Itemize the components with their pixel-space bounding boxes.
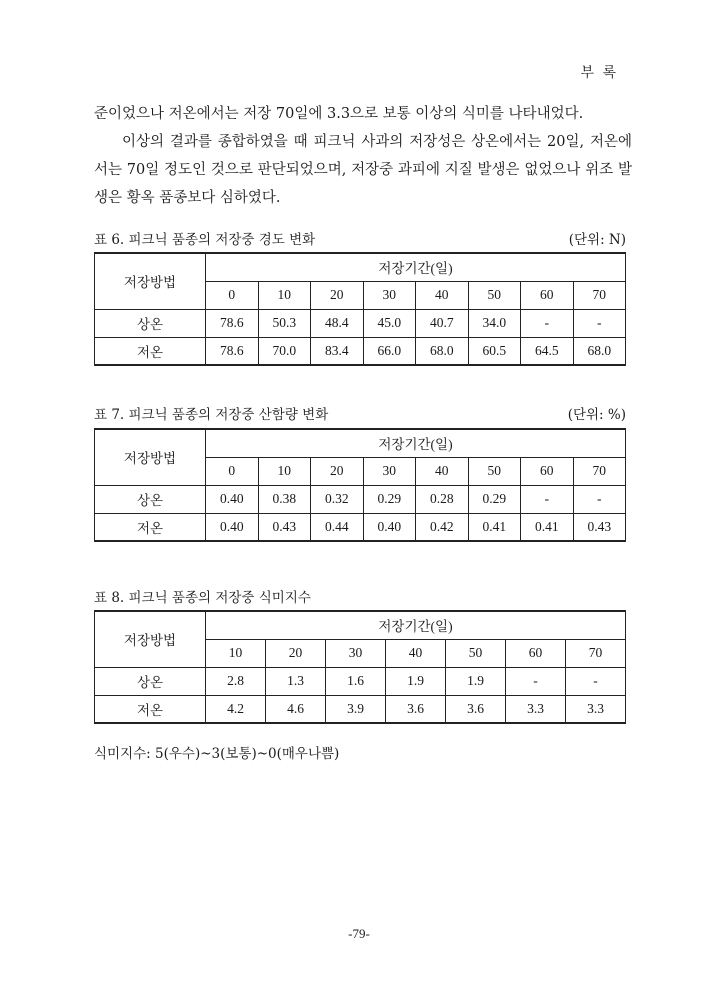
value-cell: 78.6 [206,337,259,365]
table-header-row [95,611,626,639]
day-header-cell: 20 [266,639,326,667]
value-cell: 1.3 [266,667,326,695]
day-header-cell: 0 [206,281,259,309]
table-row [95,337,626,365]
table-6-unit: (단위: N) [568,232,626,248]
value-cell: 0.29 [363,485,416,513]
value-cell: 2.8 [206,667,266,695]
day-header-cell: 50 [468,457,521,485]
day-header-cell: 70 [573,281,626,309]
day-header-cell: 50 [468,281,521,309]
value-cell: 0.43 [573,513,626,541]
running-header: 부 록 [580,65,618,81]
body-text [94,100,632,212]
value-cell: 4.2 [206,695,266,723]
value-cell: 50.3 [258,309,311,337]
value-cell: 60.5 [468,337,521,365]
day-header-cell: 60 [521,457,574,485]
value-cell: 0.41 [521,513,574,541]
value-cell: - [573,309,626,337]
value-cell: 3.3 [506,695,566,723]
table-row [95,695,626,723]
value-cell: 68.0 [416,337,469,365]
method-header-cell: 저장방법 [95,429,206,485]
value-cell: 0.29 [468,485,521,513]
day-header-cell: 60 [506,639,566,667]
day-header-cell: 20 [311,281,364,309]
value-cell: 3.3 [566,695,626,723]
table-header-row [95,429,626,457]
value-cell: 3.6 [386,695,446,723]
value-cell: 83.4 [311,337,364,365]
table-7 [94,428,626,542]
page-number: -79- [348,926,370,941]
table-7-caption-row [94,403,626,423]
day-header-cell: 30 [326,639,386,667]
method-cell: 저온 [95,513,206,541]
method-cell: 상온 [95,667,206,695]
table-8 [94,610,626,724]
day-header-cell: 10 [258,457,311,485]
period-header-cell: 저장기간(일) [206,253,626,281]
day-header-cell: 40 [416,457,469,485]
value-cell: 1.6 [326,667,386,695]
method-header-cell: 저장방법 [95,253,206,309]
day-header-cell: 30 [363,457,416,485]
value-cell: 64.5 [521,337,574,365]
value-cell: 0.32 [311,485,364,513]
value-cell: - [573,485,626,513]
table-row [95,513,626,541]
method-cell: 저온 [95,695,206,723]
value-cell: 0.40 [363,513,416,541]
value-cell: 0.40 [206,513,259,541]
value-cell: 3.9 [326,695,386,723]
value-cell: 34.0 [468,309,521,337]
table-row [95,667,626,695]
day-header-cell: 20 [311,457,364,485]
table-6-caption-row [94,228,626,248]
table-7-unit: (단위: %) [567,407,626,423]
value-cell: 68.0 [573,337,626,365]
table-6-caption: 표 6. 피크닉 품종의 저장중 경도 변화 [94,232,316,248]
value-cell: - [506,667,566,695]
value-cell: - [521,485,574,513]
period-header-cell: 저장기간(일) [206,611,626,639]
method-header-cell: 저장방법 [95,611,206,667]
day-header-cell: 60 [521,281,574,309]
table-row [95,309,626,337]
value-cell: 45.0 [363,309,416,337]
day-header-cell: 70 [566,639,626,667]
value-cell: - [566,667,626,695]
value-cell: - [521,309,574,337]
value-cell: 70.0 [258,337,311,365]
value-cell: 66.0 [363,337,416,365]
method-cell: 상온 [95,309,206,337]
value-cell: 0.40 [206,485,259,513]
method-cell: 저온 [95,337,206,365]
day-header-cell: 30 [363,281,416,309]
table-header-row [95,253,626,281]
table-8-caption-row [94,586,626,606]
value-cell: 3.6 [446,695,506,723]
period-header-cell: 저장기간(일) [206,429,626,457]
day-header-cell: 70 [573,457,626,485]
value-cell: 0.28 [416,485,469,513]
value-cell: 0.43 [258,513,311,541]
day-header-cell: 10 [206,639,266,667]
value-cell: 40.7 [416,309,469,337]
value-cell: 4.6 [266,695,326,723]
value-cell: 48.4 [311,309,364,337]
table-8-caption: 표 8. 피크닉 품종의 저장중 식미지수 [94,590,311,606]
day-header-cell: 50 [446,639,506,667]
value-cell: 1.9 [386,667,446,695]
value-cell: 0.38 [258,485,311,513]
day-header-cell: 40 [416,281,469,309]
value-cell: 0.41 [468,513,521,541]
table-7-caption: 표 7. 피크닉 품종의 저장중 산함량 변화 [94,407,329,423]
value-cell: 0.44 [311,513,364,541]
day-header-cell: 10 [258,281,311,309]
paragraph-1: 준이었으나 저온에서는 저장 70일에 3.3으로 보통 이상의 식미를 나타내었다. [94,106,584,122]
table-row [95,485,626,513]
table-6 [94,252,626,366]
value-cell: 78.6 [206,309,259,337]
paragraph-2: 이상의 결과를 종합하였을 때 피크닉 사과의 저장성은 상온에서는 20일, 저온에서는 70일 정도인 것으로 판단되었으며, 저장중 과피에 지질 발생은 없었으나 위조 발생은 황옥 품종보다 심하였다. [94,134,632,206]
value-cell: 1.9 [446,667,506,695]
value-cell: 0.42 [416,513,469,541]
method-cell: 상온 [95,485,206,513]
day-header-cell: 0 [206,457,259,485]
table-note: 식미지수: 5(우수)~3(보통)~0(매우나쁨) [94,746,340,762]
day-header-cell: 40 [386,639,446,667]
